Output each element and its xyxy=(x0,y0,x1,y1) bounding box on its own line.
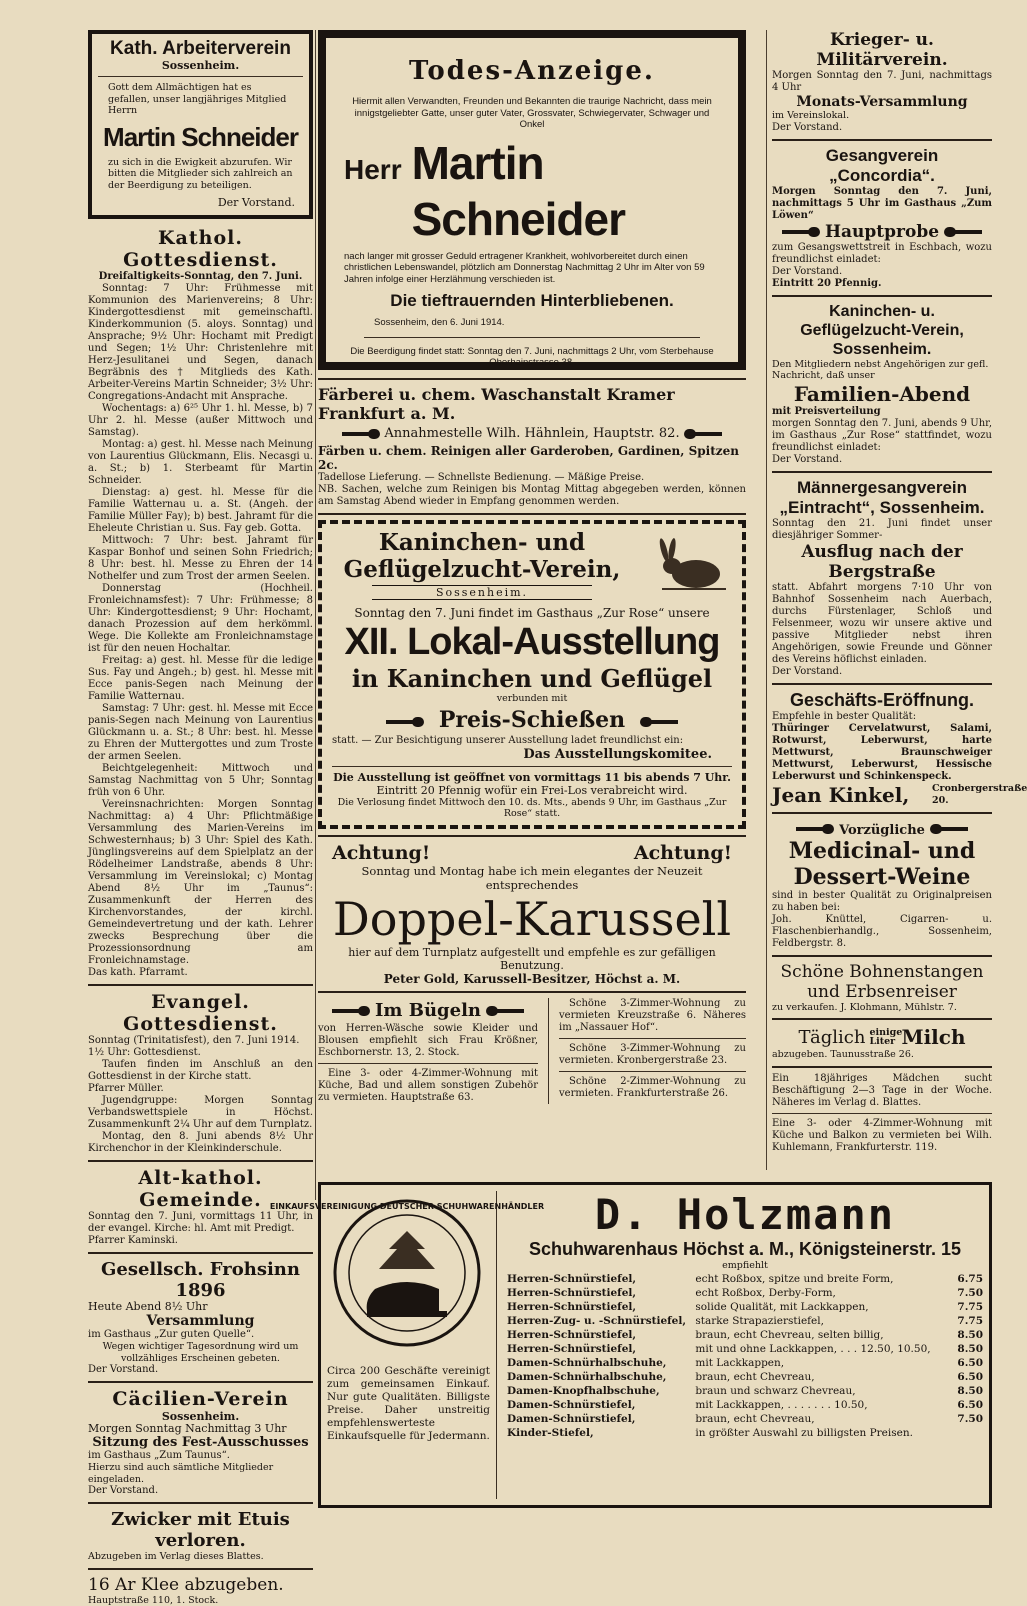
column-rule-left xyxy=(315,30,316,1200)
arbeiterverein-sign: Der Vorstand. xyxy=(98,196,295,209)
table-row xyxy=(507,1328,983,1342)
caecilien-session: Sitzung des Fest-Ausschusses xyxy=(88,1435,313,1450)
shoe-item-price xyxy=(943,1426,983,1440)
shoe-item-name: Kinder-Stiefel, xyxy=(507,1426,695,1440)
kgz-sign: Der Vorstand. xyxy=(772,454,992,466)
kathol-title: Kathol. Gottesdienst. xyxy=(88,227,313,271)
holzmann-left-text: Circa 200 Geschäfte vereinigt zum gemeinsamen Einkauf. Nur gute Qualitäten. Billigste Preise. Daher unstreitig empfehlenswerteste Einkaufsquelle für Jedermann. xyxy=(327,1365,490,1443)
klee-title: 16 Ar Klee abzugeben. xyxy=(88,1575,313,1595)
kaninchen-lottery: Die Verlosung findet Mittwoch den 10. ds. Mts., abends 9 Uhr, im Gasthaus „Zur Rose“ statt. xyxy=(332,797,732,820)
shoe-item-desc: braun und schwarz Chevreau, xyxy=(695,1384,943,1398)
todes-date: Sossenheim, den 6. Juni 1914. xyxy=(374,317,720,329)
kathol-confession: Beichtgelegenheit: Mittwoch und Samstag Nachmittag von 5 Uhr; Sonntag früh von 6 Uhr. xyxy=(88,763,313,799)
table-row xyxy=(507,1300,983,1314)
arbeiterverein-title: Kath. Arbeiterverein xyxy=(98,38,303,59)
eintracht-text: statt. Abfahrt morgens 7·10 Uhr von Bahnhof Sossenheim nach Auerbach, durchs Fürstenlager, Schloß und Felsenmeer, wozu wir unsere aktive und passive Mitglieder nebst ihren Angehörigen, sowie Freunde und Gönner des Vereins höflichst einladen. xyxy=(772,582,992,666)
shoe-item-name: Damen-Schnürhalbschuhe, xyxy=(507,1370,695,1384)
milch-taeglich: Täglich xyxy=(799,1027,866,1048)
concordia-title: Gesangverein „Concordia“. xyxy=(772,146,992,186)
frohsinn-time: Heute Abend 8½ Uhr xyxy=(88,1301,313,1313)
kaninchen-intro: Sonntag den 7. Juni findet im Gasthaus „Zur Rose“ unsere xyxy=(332,606,732,620)
kaninchen-big2: in Kaninchen und Geflügel xyxy=(332,664,732,693)
shoe-item-desc: mit Lackkappen, xyxy=(695,1356,943,1370)
holzmann-ad xyxy=(318,1182,992,1508)
pointing-hand-icon xyxy=(332,1006,370,1016)
seal-text: EINKAUFSVEREINIGUNG DEUTSCHER SCHUHWARENHÄNDLER xyxy=(270,1201,544,1211)
caecilien-text: Hierzu sind auch sämtliche Mitglieder eingeladen. xyxy=(88,1462,313,1485)
shoe-item-name: Herren-Schnürstiefel, xyxy=(507,1328,695,1342)
holzmann-subtitle: Schuhwarenhaus Höchst a. M., Königsteinerstr. 15 xyxy=(507,1239,983,1260)
kathol-associations: Vereinsnachrichten: Morgen Sonntag Nachmittag: a) 4 Uhr: Pflichtmäßige Versammlung des Marien-Vereins im Schwesternhaus; b) 3 Uhr: Spiel des Kath. Jünglingsvereins auf dem Spielplatz an der Rödelheimer Landstraße, abends 8 Uhr: Versammlung im Vereinslokal; c) Montag Abend 8½ Uhr im „Taunus“: Zusammenkunft der Herren des Kirchenvorstandes, der kirchl. Gemeindevertretung und der kath. Lehrer zwecks Besprechung über die Prozessionsordnung am Fronleichnamstage. xyxy=(88,799,313,967)
arbeiterverein-place: Sossenheim. xyxy=(98,59,303,72)
shoe-item-desc: braun, echt Chevreau, xyxy=(695,1412,943,1426)
milch-liter: einige Liter xyxy=(869,1028,897,1046)
frohsinn-sign: Der Vorstand. xyxy=(88,1364,313,1376)
altkath-sign: Pfarrer Kaminski. xyxy=(88,1235,313,1247)
kgz-title: Kaninchen- u. Geflügelzucht-Verein, Sossenheim. xyxy=(772,302,992,359)
shoe-item-desc: braun, echt Chevreau, selten billig, xyxy=(695,1328,943,1342)
shoe-item-price: 8.50 xyxy=(943,1328,983,1342)
todes-funeral: Die Beerdigung findet statt: Sonntag den 7. Juni, nachmittags 2 Uhr, vom Sterbehause Oberhainstrasse 38. xyxy=(344,346,720,369)
holzmann-empfiehlt: empfiehlt xyxy=(507,1260,983,1272)
frohsinn-text: Wegen wichtiger Tagesordnung wird um vollzähliges Erscheinen gebeten. xyxy=(88,1341,313,1364)
karussell-achtung-right: Achtung! xyxy=(634,842,732,864)
shoe-item-price: 8.50 xyxy=(943,1342,983,1356)
pointing-hand-icon xyxy=(342,429,380,439)
caecilien-sign: Der Vorstand. xyxy=(88,1485,313,1497)
altkath-text: Sonntag den 7. Juni, vormittags 11 Uhr, in der evangel. Kirche: hl. Amt mit Predigt. xyxy=(88,1211,313,1235)
bohnen-line2: und Erbsenreiser xyxy=(772,982,992,1002)
bohnen-seller: zu verkaufen. J. Klohmann, Mühlstr. 7. xyxy=(772,1002,992,1014)
krieger-meeting: Monats-Versammlung xyxy=(772,94,992,110)
buegeln-text: von Herren-Wäsche sowie Kleider und Blousen empfiehlt sich Frau Krößner, Eschbornerstr. 13, 2. Stock. xyxy=(318,1023,538,1059)
faerberei-quality: Tadellose Lieferung. — Schnellste Bedienung. — Mäßige Preise. xyxy=(318,472,746,484)
eintracht-ausflug: Ausflug nach der Bergstraße xyxy=(772,542,992,582)
shoe-price-table xyxy=(507,1272,983,1440)
eintracht-intro: Sonntag den 21. Juni findet unser diesjähriger Sommer- xyxy=(772,518,992,542)
todes-title: Todes-Anzeige. xyxy=(344,56,720,86)
zwicker-sub: Abzugeben im Verlag dieses Blattes. xyxy=(88,1551,313,1563)
kaninchen-preis: Preis-Schießen xyxy=(439,707,625,733)
todes-herr: Herr xyxy=(344,154,402,186)
table-row xyxy=(507,1342,983,1356)
shoe-item-price: 6.50 xyxy=(943,1356,983,1370)
kaninchen-verbunden: verbunden mit xyxy=(332,693,732,705)
frohsinn-place: im Gasthaus „Zur guten Quelle“. xyxy=(88,1329,313,1341)
table-row xyxy=(507,1398,983,1412)
eintracht-title: Männergesangverein „Eintracht“, Sossenheim. xyxy=(772,478,992,518)
krieger-time: Morgen Sonntag den 7. Juni, nachmittags 4 Uhr xyxy=(772,70,992,94)
schoene-wohnung-1: Schöne 3-Zimmer-Wohnung zu vermieten Kreuzstraße 6. Näheres im „Nassauer Hof“. xyxy=(559,998,746,1034)
kaninchen-sign: Das Ausstellungskomitee. xyxy=(332,747,712,762)
karussell-achtung-left: Achtung! xyxy=(332,842,430,864)
karussell-big: Doppel-Karussell xyxy=(318,892,746,946)
table-row xyxy=(507,1384,983,1398)
todes-text1: Hiermit allen Verwandten, Freunden und Bekannten die traurige Nachricht, dass mein innigstgeliebter Gatte, unser guter Vater, Grossvater, Schwiegervater, Schwager und Onkel xyxy=(344,96,720,131)
table-row xyxy=(507,1272,983,1286)
pointing-hand-icon xyxy=(782,227,820,237)
eintracht-sign: Der Vorstand. xyxy=(772,666,992,678)
faerberei-nb: NB. Sachen, welche zum Reinigen bis Montag Mittag abgegeben werden, können am Samstag Abend wieder in Empfang genommen werden. xyxy=(318,484,746,508)
shoe-item-price: 7.50 xyxy=(943,1286,983,1300)
kgz-abend: Familien-Abend xyxy=(772,382,992,406)
kaninchen-entry: Eintritt 20 Pfennig wofür ein Frei-Los verabreicht wird. xyxy=(332,784,732,797)
kaninchen-big: XII. Lokal-Ausstellung xyxy=(332,620,732,664)
shoe-item-price: 8.50 xyxy=(943,1384,983,1398)
bohnen-line1: Schöne Bohnenstangen xyxy=(772,962,992,982)
caecilien-time: Morgen Sonntag Nachmittag 3 Uhr xyxy=(88,1423,313,1435)
pointing-hand-icon xyxy=(386,717,424,727)
shoe-item-desc: starke Strapazierstiefel, xyxy=(695,1314,943,1328)
holzmann-title: D. Holzmann xyxy=(507,1191,983,1239)
pointing-hand-icon xyxy=(684,429,722,439)
shoe-item-name: Herren-Zug- u. -Schnürstiefel, xyxy=(507,1314,695,1328)
schoene-wohnung-2: Schöne 3-Zimmer-Wohnung zu vermieten. Kronbergerstraße 23. xyxy=(559,1043,746,1067)
middle-column xyxy=(318,30,746,1104)
shoe-item-name: Herren-Schnürstiefel, xyxy=(507,1286,695,1300)
kathol-wednesday: Mittwoch: 7 Uhr: best. Jahramt für Kaspar Bonhof und seinen Sohn Friedrich; 8 Uhr: best. hl. Messe zu Ehren der 14 Nothelfer und zum Trost der armen Seelen. xyxy=(88,535,313,583)
kathol-intro: Dreifaltigkeits-Sonntag, den 7. Juni. xyxy=(88,271,313,283)
frohsinn-meeting: Versammlung xyxy=(88,1313,313,1329)
shoe-item-price: 7.75 xyxy=(943,1300,983,1314)
shoe-item-desc: in größter Auswahl zu billigsten Preisen. xyxy=(695,1426,943,1440)
table-row xyxy=(507,1286,983,1300)
concordia-text: zum Gesangswettstreit in Eschbach, wozu freundlichst einladet: xyxy=(772,242,992,266)
shoe-item-desc: braun, echt Chevreau, xyxy=(695,1370,943,1384)
evangel-title: Evangel. Gottesdienst. xyxy=(88,991,313,1035)
kathol-weekdays: Wochentags: a) 6²⁵ Uhr 1. hl. Messe, b) 7 Uhr 2. hl. Messe (außer Mittwoch und Samstag). xyxy=(88,403,313,439)
shoe-item-price: 6.75 xyxy=(943,1272,983,1286)
table-row xyxy=(507,1412,983,1426)
faerberei-services: Färben u. chem. Reinigen aller Garderoben, Gardinen, Spitzen 2c. xyxy=(318,444,746,472)
shoe-item-name: Herren-Schnürstiefel, xyxy=(507,1300,695,1314)
shoe-item-name: Damen-Schnürstiefel, xyxy=(507,1412,695,1426)
schoene-wohnung-3: Schöne 2-Zimmer-Wohnung zu vermieten. Frankfurterstraße 26. xyxy=(559,1076,746,1100)
kaninchen-title2: Geflügelzucht-Verein, xyxy=(332,556,632,583)
kaninchen-invite: statt. — Zur Besichtigung unserer Ausstellung ladet freundlichst ein: xyxy=(332,735,732,747)
arbeiterverein-text1: Gott dem Allmächtigen hat es gefallen, unser langjähriges Mitglied Herrn xyxy=(108,82,293,117)
kinkel-address: Cronbergerstraße 20. xyxy=(932,783,992,806)
caecilien-place: Sossenheim. xyxy=(88,1410,313,1423)
todes-anzeige xyxy=(318,30,746,370)
evangel-sign: Pfarrer Müller. xyxy=(88,1083,313,1095)
shoe-item-desc: mit und ohne Lackkappen, . . . 12.50, 10.50, xyxy=(695,1342,943,1356)
concordia-probe: Hauptprobe xyxy=(825,222,939,242)
krieger-place: im Vereinslokal. xyxy=(772,110,992,122)
frohsinn-title: Gesellsch. Frohsinn 1896 xyxy=(88,1259,313,1301)
arbeiterverein-text2: zu sich in die Ewigkeit abzurufen. Wir bitten die Mitglieder sich zahlreich an der Beerdigung zu beteiligen. xyxy=(108,157,293,192)
wein-line1: Medicinal- und xyxy=(772,838,992,864)
kaninchen-ad xyxy=(318,520,746,829)
caecilien-title: Cäcilien-Verein xyxy=(88,1388,313,1410)
krieger-sign: Der Vorstand. xyxy=(772,122,992,134)
karussell-text: hier auf dem Turnplatz aufgestellt und empfehle es zur gefälligen Benutzung. xyxy=(318,946,746,972)
karussell-sign: Peter Gold, Karussell-Besitzer, Höchst a. M. xyxy=(318,972,746,986)
evangel-youth: Jugendgruppe: Morgen Sonntag Verbandswettspiele in Höchst. Zusammenkunft 2¼ Uhr auf dem Turnplatz. xyxy=(88,1095,313,1131)
faerberei-annahme: Annahmestelle Wilh. Hähnlein, Hauptstr. 82. xyxy=(384,426,679,441)
shoe-item-price: 7.75 xyxy=(943,1314,983,1328)
shoe-item-desc: solide Qualität, mit Lackkappen, xyxy=(695,1300,943,1314)
buegeln-title: Im Bügeln xyxy=(375,1000,481,1021)
evangel-service: 1½ Uhr: Gottesdienst. xyxy=(88,1047,313,1059)
shoe-seal-icon xyxy=(327,1191,487,1361)
todes-name: Martin Schneider xyxy=(412,135,720,247)
kathol-thursday: Donnerstag (Hochheil. Fronleichnamsfest): 7 Uhr: Frühmesse; 8 Uhr: Kindergottesdienst; 9 Uhr: Hochamt, danach Prozession auf dem herkömml. Wege. Die Kollekte am Fronleichnamstage ist für den neuen Hochaltar. xyxy=(88,583,313,655)
kaninchen-title1: Kaninchen- und xyxy=(332,529,632,556)
shoe-item-name: Damen-Schnürstiefel, xyxy=(507,1398,695,1412)
pointing-hand-icon xyxy=(640,717,678,727)
kinkel-intro: Empfehle in bester Qualität: xyxy=(772,711,992,723)
shoe-item-price: 7.50 xyxy=(943,1412,983,1426)
kaninchen-place: Sossenheim. xyxy=(372,585,592,600)
kinkel-name: Jean Kinkel, xyxy=(772,783,909,807)
wein-dealer: Joh. Knüttel, Cigarren- u. Flaschenbierhandlg., Sossenheim, Feldbergstr. 8. xyxy=(772,914,992,950)
table-row xyxy=(507,1426,983,1440)
evangel-baptism: Taufen finden im Anschluß an den Gottesdienst in der Kirche statt. xyxy=(88,1059,313,1083)
table-row xyxy=(507,1314,983,1328)
shoe-item-price: 6.50 xyxy=(943,1398,983,1412)
kinkel-title: Geschäfts-Eröffnung. xyxy=(772,690,992,711)
todes-text2: nach langer mit grosser Geduld ertragener Krankheit, wohlvorbereitet durch einen christlichen Lebenswandel, plötzlich am Donnerstag Nachmittag 2 Uhr im Alter von 59 Jahren infolge einer Herzlähmung verschieden ist. xyxy=(344,251,720,286)
kgz-preis: mit Preisverteilung xyxy=(772,406,992,418)
krieger-title: Krieger- u. Militärverein. xyxy=(772,30,992,70)
pointing-hand-icon xyxy=(944,227,982,237)
wohnung-ad-1: Eine 3- oder 4-Zimmer-Wohnung mit Küche, Bad und allem sonstigen Zubehör zu vermieten. Hauptstraße 63. xyxy=(318,1068,538,1104)
table-row xyxy=(507,1356,983,1370)
kgz-details: morgen Sonntag den 7. Juni, abends 9 Uhr, im Gasthaus „Zur Rose“ stattfindet, wozu freundlichst einladet: xyxy=(772,418,992,454)
shoe-item-name: Herren-Schnürstiefel, xyxy=(507,1272,695,1286)
zwicker-title: Zwicker mit Etuis verloren. xyxy=(88,1509,313,1551)
kathol-friday: Freitag: a) gest. hl. Messe für die ledige Sus. Fay und Angeh.; b) gest. hl. Messe mit Ecce panis-Segen nach Meinung der Familie Watternau. xyxy=(88,655,313,703)
karussell-intro: Sonntag und Montag habe ich mein elegantes der Neuzeit entsprechendes xyxy=(318,864,746,892)
todes-mourners: Die tieftrauernden Hinterbliebenen. xyxy=(344,291,720,311)
pointing-hand-icon xyxy=(930,824,968,834)
evangel-choir: Montag, den 8. Juni abends 8½ Uhr Kirchenchor in der Kleinkinderschule. xyxy=(88,1131,313,1155)
kaninchen-open: Die Ausstellung ist geöffnet von vormittags 11 bis abends 7 Uhr. xyxy=(332,771,732,784)
concordia-sign: Der Vorstand. xyxy=(772,266,992,278)
klee-address: Hauptstraße 110, 1. Stock. xyxy=(88,1595,313,1606)
caecilien-place2: im Gasthaus „Zum Taunus“. xyxy=(88,1450,313,1462)
kathol-sign: Das kath. Pfarramt. xyxy=(88,967,313,979)
wohnung-ad-2: Eine 3- oder 4-Zimmer-Wohnung mit Küche und Balkon zu vermieten bei Wilh. Kuhlemann, Frankfurterstr. 119. xyxy=(772,1118,992,1154)
altkath-title: Alt-kathol. Gemeinde. xyxy=(88,1167,313,1211)
pointing-hand-icon xyxy=(796,824,834,834)
concordia-time: Morgen Sonntag den 7. Juni, nachmittags 5 Uhr im Gasthaus „Zum Löwen“ xyxy=(772,186,992,222)
evangel-intro: Sonntag (Trinitatisfest), den 7. Juni 1914. xyxy=(88,1035,313,1047)
maedchen-ad: Ein 18jähriges Mädchen sucht Beschäftigung 2—3 Tage in der Woche. Näheres im Verlag d. Blattes. xyxy=(772,1073,992,1109)
kathol-tuesday: Dienstag: a) gest. hl. Messe für die Familie Watternau u. a. St. (Angeh. der Familie Müller Fay); b) best. Jahramt für die Eheleute Christian u. Sus. Fay geb. Gotta. xyxy=(88,487,313,535)
kgz-text: Den Mitgliedern nebst Angehörigen zur gefl. Nachricht, daß unser xyxy=(772,359,992,382)
kathol-body: Sonntag: 7 Uhr: Frühmesse mit Kommunion des Marienvereins; 8 Uhr: Kindergottesdienst mit gemeinschaftl. Kinderkommunion (5. aloys. Sonntag) und Ansprache; 9½ Uhr: Hochamt mit Predigt und Segen; 1½ Uhr: Christenlehre mit Herz-Jesulitanei und Segen, danach Begräbnis des † Mitglieds des Kath. Arbeiter-Vereins Martin Schneider; 3½ Uhr: Congregations-Andacht mit Ansprache. xyxy=(88,283,313,403)
pointing-hand-icon xyxy=(486,1006,524,1016)
wein-intro: Vorzügliche xyxy=(839,823,925,838)
milch-address: abzugeben. Taunusstraße 26. xyxy=(772,1049,992,1061)
shoe-item-desc: mit Lackkappen, . . . . . . . 10.50, xyxy=(695,1398,943,1412)
faerberei-title: Färberei u. chem. Waschanstalt Kramer Frankfurt a. M. xyxy=(318,385,746,423)
kinkel-list: Thüringer Cervelatwurst, Salami, Rotwurst, Leberwurst, harte Mettwurst, Braunschweiger Mettwurst, Leberwurst, Hessische Leberwurst und Schinkenspeck. xyxy=(772,723,992,783)
wein-text: sind in bester Qualität zu Originalpreisen zu haben bei: xyxy=(772,890,992,914)
shoe-item-name: Damen-Schnürhalbschuhe, xyxy=(507,1356,695,1370)
kathol-monday: Montag: a) gest. hl. Messe nach Meinung von Laurentius Glückmann, Elis. Necasgi u. a. St.; b) 1. Sterbeamt für Martin Schneider. xyxy=(88,439,313,487)
table-row xyxy=(507,1370,983,1384)
left-column xyxy=(88,30,313,1606)
column-rule-right xyxy=(766,30,767,1170)
right-column xyxy=(772,30,992,1154)
shoe-item-price: 6.50 xyxy=(943,1370,983,1384)
rabbit-icon xyxy=(652,536,732,596)
arbeiterverein-notice xyxy=(88,30,313,219)
shoe-item-desc: echt Roßbox, spitze und breite Form, xyxy=(695,1272,943,1286)
arbeiterverein-name: Martin Schneider xyxy=(98,122,303,152)
kathol-saturday: Samstag: 7 Uhr: gest. hl. Messe mit Ecce panis-Segen nach Meinung von Laurentius Glückmann u. a. St.; 8 Uhr: best. hl. Messe zu Ehren der Muttergottes und zum Troste der armen Seelen. xyxy=(88,703,313,763)
milch-title: Milch xyxy=(901,1025,965,1049)
shoe-item-name: Herren-Schnürstiefel, xyxy=(507,1342,695,1356)
wein-line2: Dessert-Weine xyxy=(772,864,992,890)
shoe-item-name: Damen-Knopfhalbschuhe, xyxy=(507,1384,695,1398)
concordia-entry: Eintritt 20 Pfennig. xyxy=(772,278,992,290)
shoe-item-desc: echt Roßbox, Derby-Form, xyxy=(695,1286,943,1300)
